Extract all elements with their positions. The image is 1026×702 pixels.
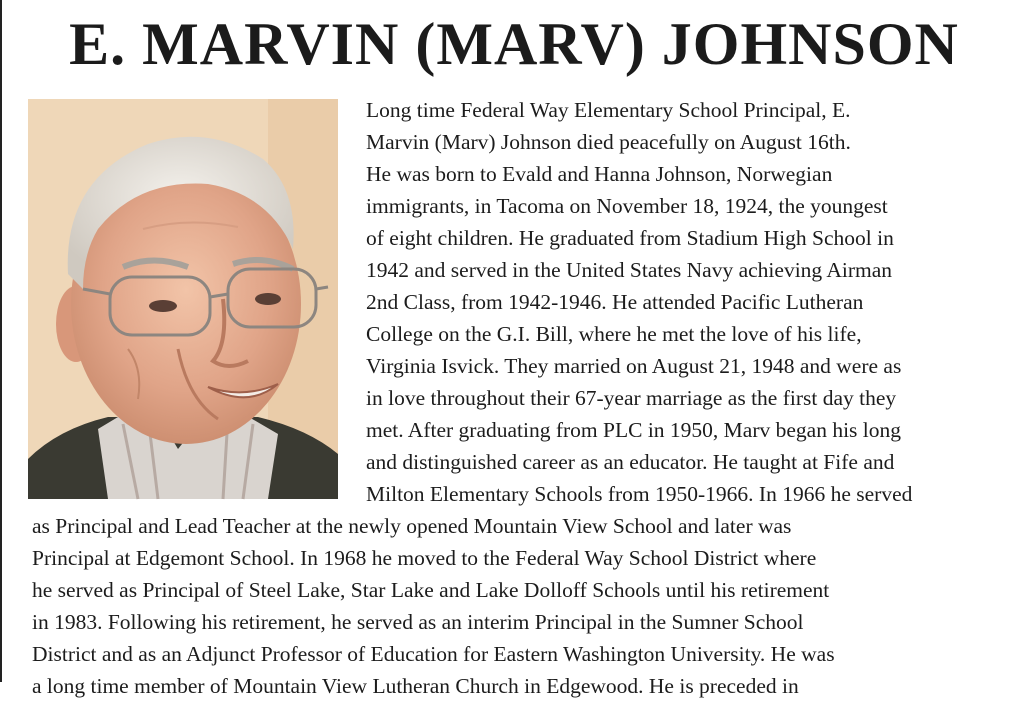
body-line: in 1983. Following his retirement, he served as an interim Principal in the Sumner School (32, 610, 804, 634)
body-line: Milton Elementary Schools from 1950-1966. In 1966 he served (366, 482, 913, 506)
body-line: and distinguished career as an educator. He taught at Fife and (366, 450, 895, 474)
obituary-body (2, 0, 1026, 698)
body-line: of eight children. He graduated from Stadium High School in (366, 226, 894, 250)
body-line: Virginia Isvick. They married on August 21, 1948 and were as (366, 354, 902, 378)
body-line: in love throughout their 67-year marriage as the first day they (366, 386, 897, 410)
body-line: Long time Federal Way Elementary School Principal, E. (366, 98, 851, 122)
body-line: College on the G.I. Bill, where he met the love of his life, (366, 322, 862, 346)
body-line: 2nd Class, from 1942-1946. He attended Pacific Lutheran (366, 290, 864, 314)
body-line: a long time member of Mountain View Lutheran Church in Edgewood. He is preceded in (32, 674, 799, 698)
body-line: District and as an Adjunct Professor of Education for Eastern Washington University. He was (32, 642, 835, 666)
body-line: Principal at Edgemont School. In 1968 he moved to the Federal Way School District where (32, 546, 817, 570)
body-line: immigrants, in Tacoma on November 18, 1924, the youngest (366, 194, 888, 218)
obituary-headline: E. MARVIN (MARV) JOHNSON (69, 11, 959, 77)
body-line: Marvin (Marv) Johnson died peacefully on August 16th. (366, 130, 851, 154)
body-line: 1942 and served in the United States Navy achieving Airman (366, 258, 893, 282)
body-line: He was born to Evald and Hanna Johnson, Norwegian (366, 162, 833, 186)
body-line: as Principal and Lead Teacher at the newly opened Mountain View School and later was (32, 514, 792, 538)
body-line: he served as Principal of Steel Lake, Star Lake and Lake Dolloff Schools until his retirement (32, 578, 830, 602)
body-line: met. After graduating from PLC in 1950, Marv began his long (366, 418, 902, 442)
